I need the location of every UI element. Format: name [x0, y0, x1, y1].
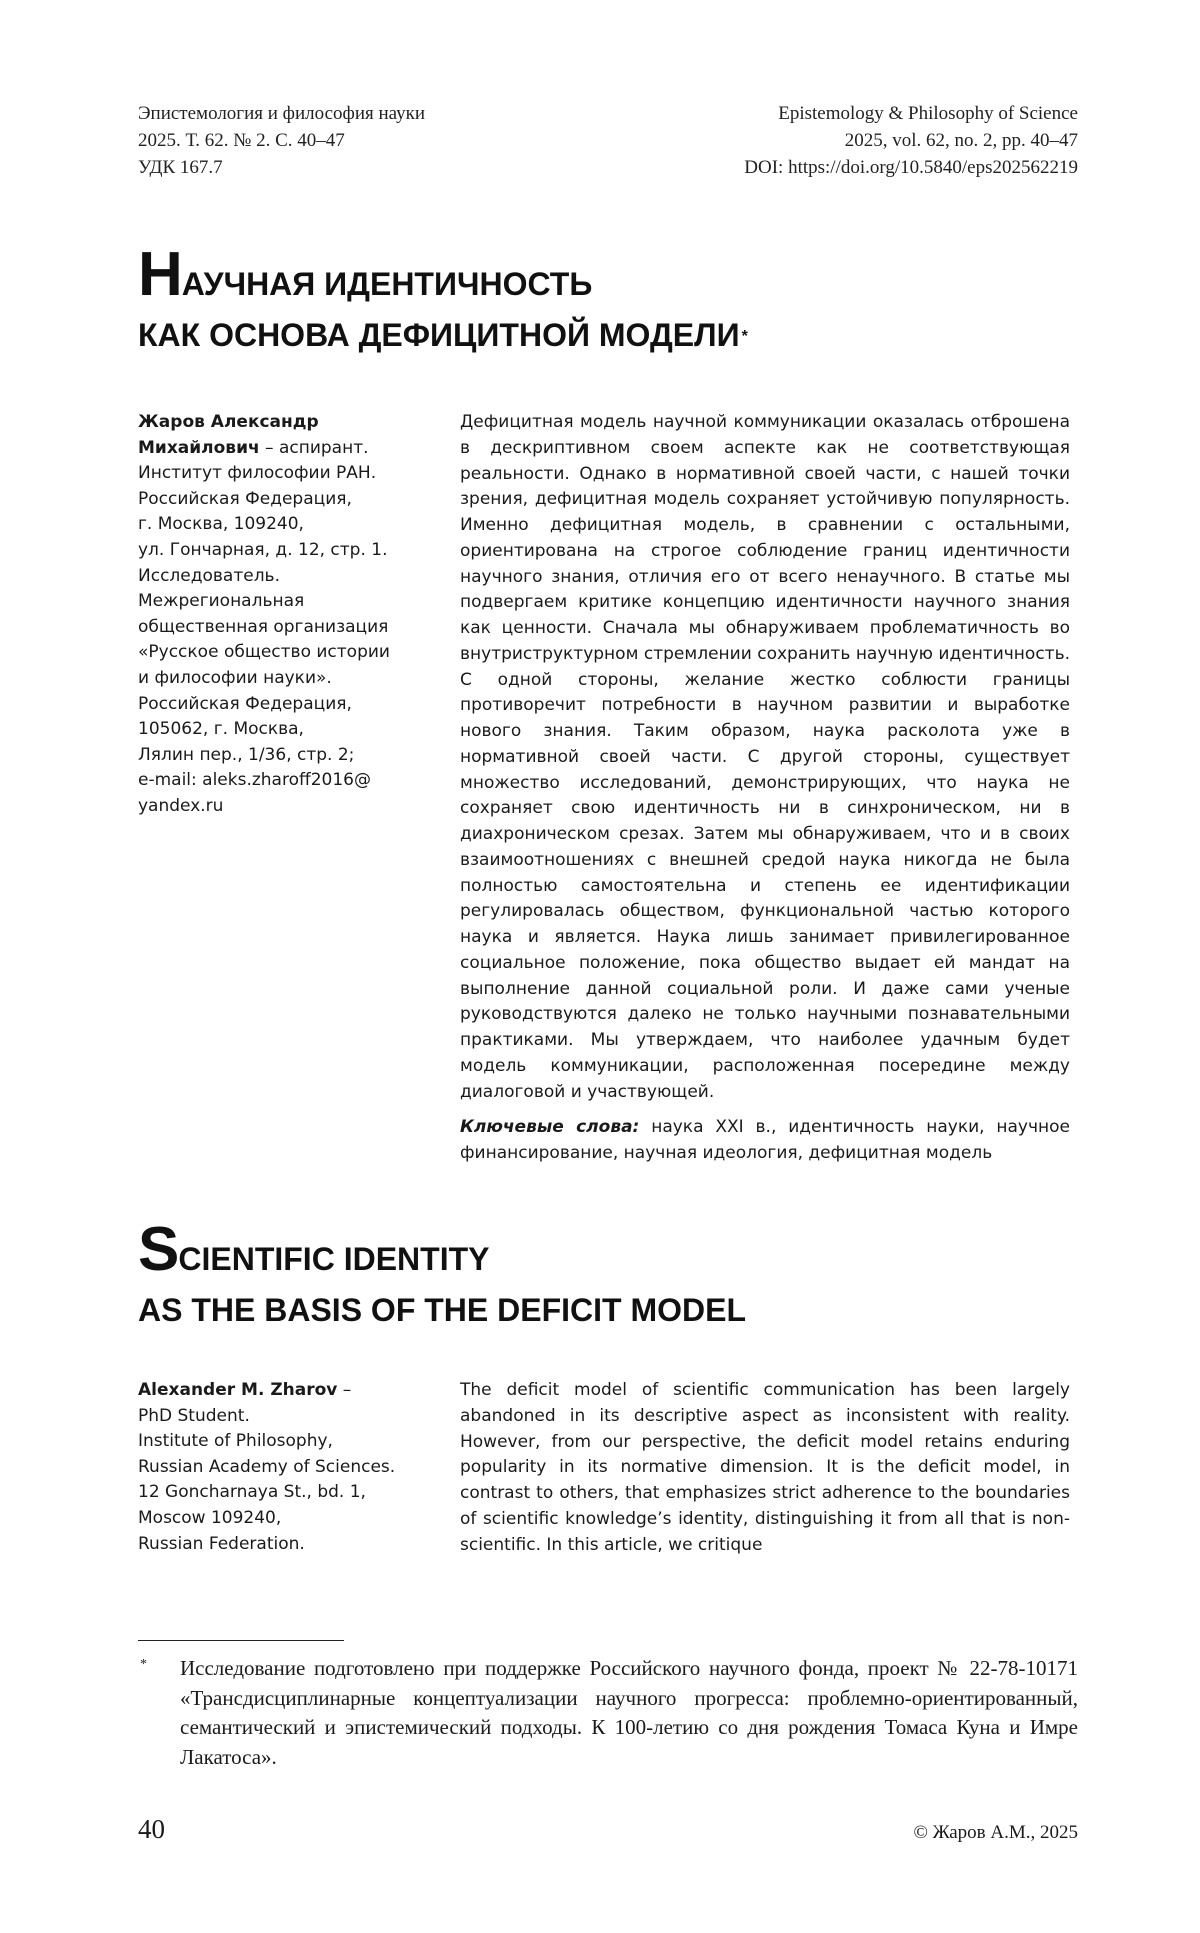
title-en-drop-cap: S: [138, 1215, 179, 1284]
header-right-en: [744, 100, 1078, 181]
title-en-line1: CIENTIFIC IDENTITY: [178, 1241, 490, 1277]
page-number: 40: [138, 1814, 165, 1844]
author-name-ru-line2: Михайлович: [138, 437, 260, 458]
affiliation-line: Российская Федерация,: [138, 488, 352, 509]
keywords-label: Ключевые слова:: [460, 1117, 640, 1137]
journal-name-ru: Эпистемология и философия науки: [138, 103, 426, 124]
author-info-en: [138, 1378, 428, 1557]
abstract-ru: Дефицитная модель научной коммуникации оказалась отброшена в дескриптивном своем аспекте как не соответствующая реальности. Однако в нормативной своей части, с нашей точки зрения, дефицитная модель сохраняет устойчивую популярность. Именно дефицитная модель, в сравнении с остальными, ориентирована на строгое соблюдение границ идентичности научного знания, отличия его от всего ненаучного. В статье мы подвергаем критике концепцию идентичности научного знания как ценности. Сначала мы обнаруживаем проблематичность во внутриструктурном стремлении сохранить научную идентичность. С одной стороны, желание жестко соблюсти границы противоречит потребности в научном развитии и выработке нового знания. Таким образом, наука расколота уже в нормативной своей части. С другой стороны, существует множество исследований, демонстрирующих, что наука не сохраняет свою идентичность ни в синхроническом, ни в диахроническом срезах. Затем мы обнаруживаем, что и в своих взаимоотношениях с внешней средой наука никогда не была полностью самостоятельна и степень ее идентификации регулировалась обществом, функциональной частью которого наука и является. Наука лишь занимает привилегированное социальное положение, пока общество выдает ей мандат на выполнение данной социальной роли. И даже сами ученые руководствуются далеко не только научными познавательными практиками. Мы утверждаем, что наиболее удачным будет модель коммуникации, расположенная посередине между диалоговой и участвующей.: [460, 412, 1070, 1102]
author-email[interactable]: yandex.ru: [138, 795, 224, 816]
footnote-mark: *: [140, 1657, 147, 1672]
author-email[interactable]: e-mail: aleks.zharoff2016@: [138, 770, 371, 791]
title-ru-drop-cap: Н: [138, 240, 182, 309]
copyright-notice: © Жаров А.М., 2025: [913, 1822, 1078, 1843]
affiliation-line: Исследователь.: [138, 565, 280, 586]
affiliation-line: Russian Federation.: [138, 1533, 305, 1554]
footnote-text: Исследование подготовлено при поддержке Российского научного фонда, проект № 22-78-10171 «Трансдисциплинарные концептуализации научного прогресса: проблемно-ориентированный, семантический и эпистемический подходы. К 100-летию со дня рождения Томаса Куна и Имре Лакатоса».: [180, 1656, 1078, 1769]
journal-name-en: Epistemology & Philosophy of Science: [778, 103, 1078, 124]
affiliation-line: Institute of Philosophy,: [138, 1431, 333, 1452]
issue-info-en: 2025, vol. 62, no. 2, pp. 40–47: [844, 130, 1078, 151]
affiliation-line: 12 Goncharnaya St., bd. 1,: [138, 1482, 366, 1503]
affiliation-line: Russian Academy of Sciences.: [138, 1456, 396, 1477]
author-role-ru: – аспирант.: [259, 437, 369, 458]
title-ru-line1: АУЧНАЯ ИДЕНТИЧНОСТЬ: [181, 266, 593, 302]
article-title-en: [138, 1215, 747, 1332]
footnote-reference-mark[interactable]: *: [741, 328, 748, 345]
affiliation-line: и философии науки».: [138, 667, 332, 688]
author-name-ru-line1: Жаров Александр: [138, 412, 319, 432]
affiliation-line: Институт философии РАН.: [138, 463, 377, 484]
title-ru-line2: КАК ОСНОВА ДЕФИЦИТНОЙ МОДЕЛИ: [138, 317, 740, 353]
udc-code: УДК 167.7: [138, 157, 223, 178]
affiliation-line: общественная организация: [138, 616, 389, 637]
title-en-line2: AS THE BASIS OF THE DEFICIT MODEL: [138, 1292, 747, 1328]
affiliation-line: 105062, г. Москва,: [138, 719, 304, 740]
affiliation-line: PhD Student.: [138, 1405, 250, 1426]
footnote: [138, 1654, 1078, 1772]
article-title-ru: [138, 240, 748, 357]
affiliation-line: ул. Гончарная, д. 12, стр. 1.: [138, 539, 388, 560]
issue-info-ru: 2025. Т. 62. № 2. С. 40–47: [138, 130, 345, 151]
abstract-en: The deficit model of scientific communication has been largely abandoned in its descriptive aspect as inconsistent with reality. However, from our perspective, the deficit model retains enduring popularity in its normative dimension. It is the deficit model, in contrast to others, that emphasizes strict adherence to the boundaries of scientific knowledge’s identity, distinguishing it from all that is non-scientific. In this article, we critique: [460, 1380, 1070, 1555]
keywords-text: наука XXI в., идентичность науки, научное финансирование, научная идеология, дефицитная модель: [460, 1117, 1071, 1163]
doi-link[interactable]: DOI: https://doi.org/10.5840/eps202562219: [744, 157, 1078, 178]
author-info-ru: [138, 410, 428, 820]
affiliation-line: г. Москва, 109240,: [138, 514, 304, 535]
affiliation-line: Российская Федерация,: [138, 693, 352, 714]
affiliation-line: Межрегиональная: [138, 591, 305, 612]
keywords-ru: [460, 1115, 1070, 1166]
affiliation-line: «Русское общество истории: [138, 642, 390, 663]
affiliation-line: Moscow 109240,: [138, 1507, 282, 1528]
author-name-en: Alexander M. Zharov: [138, 1380, 338, 1400]
header-left-ru: [138, 100, 425, 181]
author-role-en-dash: –: [337, 1380, 352, 1400]
footnote-divider: [138, 1640, 344, 1641]
affiliation-line: Лялин пер., 1/36, стр. 2;: [138, 744, 355, 765]
